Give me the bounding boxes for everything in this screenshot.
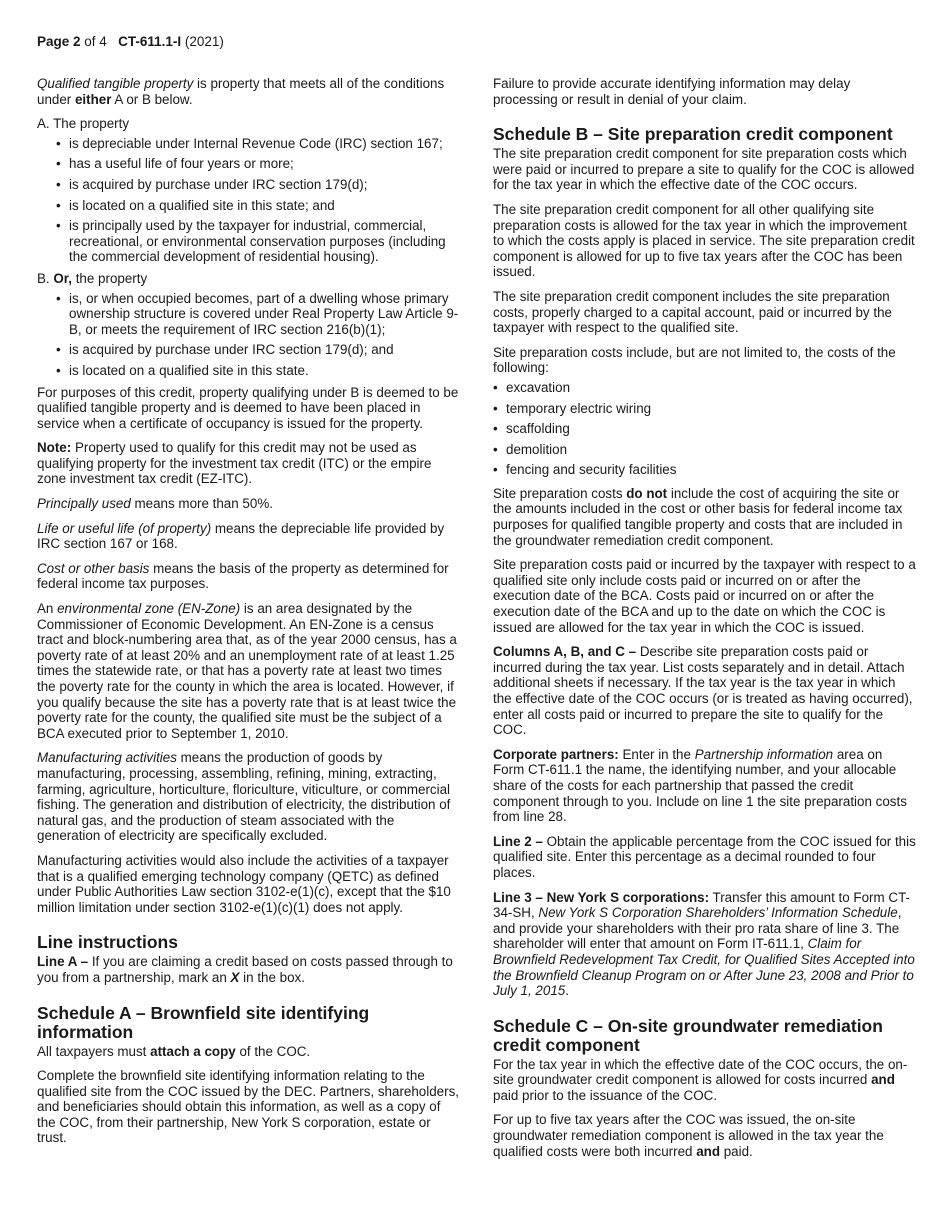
criteria-a-list [56,136,461,265]
schedule-b-paragraph-5: Site preparation costs do not include the cost of acquiring the site or the amounts included in the cost or other basis for federal income tax purposes for qualified tangible property and costs that are included in the groundwater remediation credit component. [493,485,903,548]
manufacturing-definition: Manufacturing activities means the production of goods by manufacturing, processing, assembling, refining, mining, extracting, farming, agriculture, horticulture, floriculture, viticulture, or commercial fishing. The generation and distribution of electricity, the distribution of natural gas, and the production of steam associated with the generation of electricity are specifically excluded. [37,750,451,844]
line-3-paragraph: Line 3 – New York S corporations: Transfer this amount to Form CT-34-SH, New York S Corporation Shareholders’ Information Schedule, and provide your shareholders with their pro rata share of line 3. The shareholder will enter that amount on Form IT-611.1, Claim for Brownfield Redevelopment Tax Credit, for Qualified Sites Accepted into the Brownfield Cleanup Program on or After June 23, 2008 and Prior to July 1, 2015. [493,889,915,999]
schedule-b-paragraph-1: The site preparation credit component for site preparation costs which were paid or incurred to prepare a site to qualify for the COC is allowed for the tax year in which the effective date of the COC occurs. [493,146,915,193]
schedule-c-heading: Schedule C – On-site groundwater remediation credit component [493,1015,883,1055]
line-a-paragraph: Line A – If you are claiming a credit based on costs passed through to you from a partnership, mark an X in the box. [37,954,453,985]
criteria-b-list [56,291,461,379]
schedule-b-paragraph-4: Site preparation costs include, but are not limited to, the costs of the following: [493,344,896,376]
page-number: Page 2 [37,34,81,49]
line-instructions-heading: Line instructions [37,932,178,953]
list-item: • excavation [493,380,917,396]
qtp-definition: Qualified tangible property is property that meets all of the conditions under either A or B below. [37,76,445,107]
schedule-b-paragraph-3: The site preparation credit component includes the site preparation costs, properly charged to a capital account, paid or incurred by the taxpayer with respect to the qualified site. [493,288,892,336]
failure-paragraph: Failure to provide accurate identifying information may delay processing or result in denial of your claim. [493,76,851,107]
page-total: of 4 [80,34,107,49]
left-column [37,76,461,1155]
list-item: • has a useful life of four years or more; [56,156,461,172]
list-item: • is acquired by purchase under IRC section 179(d); and [56,342,461,358]
right-column [493,76,917,1168]
criteria-b-label: B. Or, the property [37,270,148,286]
schedule-b-heading: Schedule B – Site preparation credit component [493,124,893,145]
list-item: • is acquired by purchase under IRC section 179(d); [56,177,461,193]
schedule-c-paragraph-1: For the tax year in which the effective date of the COC occurs, the on-site groundwater credit component is allowed for costs incurred and paid prior to the issuance of the COC. [493,1056,908,1103]
list-item: • fencing and security facilities [493,462,917,478]
schedule-b-paragraph-6: Site preparation costs paid or incurred by the taxpayer with respect to a qualified site only include costs paid or incurred on or after the execution date of the BCA. Costs paid or incurred on or after the execution date of the BCA and up to the date on which the COC is issued are allowed for the tax year in which the COC is issued. [493,557,916,635]
list-item: • is principally used by the taxpayer for industrial, commercial, recreational, or environmental conservation purposes (including the commercial development of residential housing). [56,218,461,265]
form-id: CT-611.1-I [118,34,182,49]
form-year: (2021) [184,34,224,49]
en-zone-definition: An environmental zone (EN-Zone) is an area designated by the Commissioner of Economic Development. An EN-Zone is a census tract and block-numbering area that, as of the year 2000 census, has a poverty rate of at least 20% and an unemployment rate of at least 1.25 times the statewide rate, or that has a poverty rate at least two times the poverty rate for the county in which the area is located. However, if you qualify because the site has a poverty rate that is at least twice the poverty rate for the county, the qualified site must be the subject of a BCA executed prior to September 1, 2010. [37,601,457,741]
schedule-a-attach-paragraph: All taxpayers must attach a copy of the COC. [37,1043,311,1059]
list-item: • is depreciable under Internal Revenue Code (IRC) section 167; [56,136,461,152]
manufacturing-qetc-paragraph: Manufacturing activities would also include the activities of a taxpayer that is a qualified emerging technology company (QETC) as defined under Public Authorities Law section 3102-e(1)(c), except that the $10 million limitation under section 3102-e(1)(c)(1) does not apply. [37,852,451,915]
site-prep-costs-list [493,380,917,478]
list-item: • temporary electric wiring [493,401,917,417]
purposes-paragraph: For purposes of this credit, property qualifying under B is deemed to be qualified tangible property and is deemed to have been placed in service when a certificate of occupancy is issued for the property. [37,384,459,431]
principally-used-definition: Principally used means more than 50%. [37,496,273,512]
useful-life-definition: Life or useful life (of property) means the depreciable life provided by IRC section 167 or 168. [37,520,445,552]
schedule-a-heading: Schedule A – Brownfield site identifying information [37,1002,370,1042]
list-item: • demolition [493,442,917,458]
columns-abc-paragraph: Columns A, B, and C – Describe site preparation costs paid or incurred during the tax year. List costs separately and in detail. Attach additional sheets if necessary. If the tax year is the tax year in which the effective date of the COC occurs (or is treated as having occurred), enter all costs paid or incurred to prepare the site to qualify for the COC. [493,644,913,738]
page-header [37,34,224,49]
schedule-b-paragraph-2: The site preparation credit component for all other qualifying site preparation costs is allowed for the tax year in which the improvement to which the costs apply is placed in service. The site preparation credit component is allowed for up to five tax years after the COC has been issued. [493,201,915,280]
cost-basis-definition: Cost or other basis means the basis of the property as determined for federal income tax purposes. [37,560,449,592]
schedule-a-complete-paragraph: Complete the brownfield site identifying information relating to the qualified site from the COC issued by the DEC. Partners, shareholders, and beneficiaries should obtain this information, as well as a copy of the COC, from their partnership, New York S corporation, estate or trust. [37,1068,459,1146]
line-2-paragraph: Line 2 – Obtain the applicable percentage from the COC issued for this qualified site. Enter this percentage as a decimal rounded to four places. [493,833,916,880]
list-item: • is located on a qualified site in this state; and [56,198,461,214]
list-item: • scaffolding [493,421,917,437]
schedule-c-paragraph-2: For up to five tax years after the COC was issued, the on-site groundwater remediation component is allowed in the tax year the qualified costs were both incurred and paid. [493,1112,884,1159]
list-item: • is, or when occupied becomes, part of a dwelling whose primary ownership structure is covered under Real Property Law Article 9-B, or meets the requirement of IRC section 216(b)(1); [56,291,461,338]
corporate-partners-paragraph: Corporate partners: Enter in the Partnership information area on Form CT-611.1 the name, the identifying number, and your allocable share of the costs for each partnership that passed the credit component through to you. Include on line 1 the site preparation costs from line 28. [493,746,907,825]
list-item: • is located on a qualified site in this state. [56,363,461,379]
criteria-a-label: A. The property [37,116,130,132]
note-paragraph: Note: Property used to qualify for this credit may not be used as qualifying property for the investment tax credit (ITC) or the empire zone investment tax credit (EZ-ITC). [37,440,432,487]
